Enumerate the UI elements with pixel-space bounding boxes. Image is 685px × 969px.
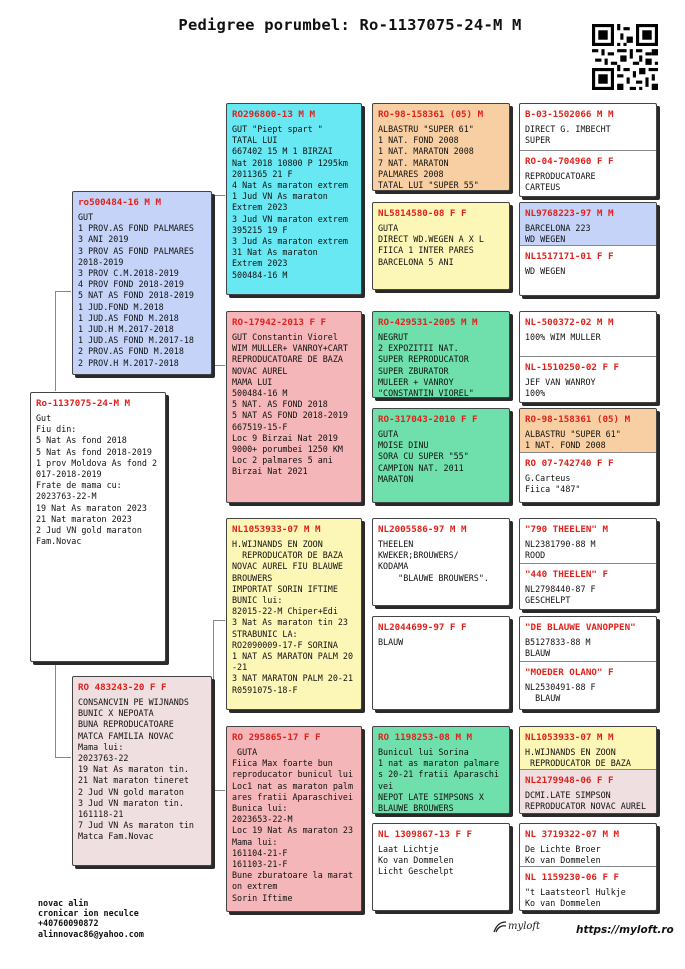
- ggg-ring: NL9768223-97 M M: [525, 208, 614, 219]
- ggg-pair-card: [519, 616, 657, 710]
- ggg-ring: "790 THEELEN" M: [525, 524, 608, 535]
- ggg-text: 100% WIM MULLER: [525, 332, 601, 342]
- ggg-ring: RO 07-742740 F F: [525, 458, 614, 469]
- connector-line: [213, 195, 225, 196]
- dam-ring: RO 483243-20 F F: [78, 682, 167, 693]
- ggg-ring: "DE BLAUWE VANOPPEN": [525, 622, 636, 633]
- ggg-pair-card: [519, 311, 657, 403]
- grandparent-text: GUTA Fiica Max foarte bun reproducator bunicul lui Loc1 nat as maraton palm ares fratii Aparaschivei Bunica lui: 2023653-22-M Loc 19 Nat As maraton 23 Mama lui: 161104-21-F 161103-21-F Bune zburatoare la marat on extrem Sorin Iftime: [232, 747, 354, 903]
- ggg-text: BARCELONA 223 WD WEGEN: [525, 223, 591, 245]
- grandparent-ring: RO-17942-2013 F F: [232, 317, 327, 328]
- owner-subtitle: cronicar ion neculce: [38, 908, 139, 919]
- great-grandparent-text: Laat Lichtje Ko van Dommelen Licht Geschelpt: [378, 844, 454, 877]
- connector-line: [213, 195, 214, 365]
- great-grandparent-ring: NL2044699-97 F F: [378, 622, 467, 633]
- ggg-text: H.WIJNANDS EN ZOON REPRODUCATOR DE BAZA: [525, 747, 631, 769]
- ggg-ring: NL1517171-01 F F: [525, 251, 614, 262]
- great-grandparent-text: Bunicul lui Sorina 1 nat as maraton palmare s 20-21 fratii Aparaschi vei NEPOT LATE SIMPSONS X BLAUWE BROUWERS: [378, 747, 500, 814]
- great-grandparent-ring: NL5814580-08 F F: [378, 208, 467, 219]
- ggg-ring: NL2179948-06 F F: [525, 775, 614, 786]
- connector-line: [213, 620, 225, 621]
- sire-text: GUT 1 PROV.AS FOND PALMARES 3 ANI 2019 3 PROV AS FOND PALMARES 2018-2019 3 PROV C.M.2018-2019 4 PROV FOND 2018-2019 5 NAT AS FOND 2018-2019 1 JUD.FOND M.2018 1 JUD.AS FOND M.2018 1 JUD.H M.2017-2018 1 JUD.AS FOND M.2017-18 2 PROV.AS FOND M.2018 2 PROV.H M.2017-2018: [78, 212, 194, 368]
- ggg-ring: RO-98-158361 (05) M: [525, 414, 631, 425]
- great-grandparent-text: NEGRUT 2 EXPOZITII NAT. SUPER REPRODUCATOR SUPER ZBURATOR MULEER + VANROY "CONSTANTIN VIOREL": [378, 332, 474, 398]
- great-grandparent-card: [372, 518, 510, 606]
- ggg-ring: NL 3719322-07 M M: [525, 829, 620, 840]
- grandparent-card: [226, 726, 362, 912]
- ggg-ring: NL-500372-02 M M: [525, 317, 614, 328]
- grandparent-card: [226, 103, 362, 295]
- grandparent-ring: NL1053933-07 M M: [232, 524, 321, 535]
- ggg-text: DIRECT G. IMBECHT SUPER: [525, 124, 611, 146]
- great-grandparent-ring: RO-317043-2010 F F: [378, 414, 478, 425]
- great-grandparent-ring: RO-429531-2005 M M: [378, 317, 478, 328]
- great-grandparent-card: [372, 202, 510, 290]
- great-grandparent-text: BLAUW: [378, 637, 404, 647]
- ggg-text: De Lichte Broer Ko van Dommelen: [525, 844, 601, 866]
- ggg-ring: NL1053933-07 M M: [525, 732, 614, 743]
- connector-line: [213, 365, 225, 366]
- ggg-pair-card: [519, 408, 657, 503]
- grandparent-card: [226, 311, 362, 503]
- connector-line: [55, 291, 56, 391]
- ggg-ring: "MOEDER OLANO" F: [525, 667, 614, 678]
- grandparent-text: GUT Constantin Viorel WIM MULLER+ VANROY+CART REPRODUCATOARE DE BAZA NOVAC AUREL MAMA LUI 500484-16 M 5 NAT. AS FOND 2018 5 NAT AS FOND 2018-2019 667519-15-F Loc 9 Birzai Nat 2019 9000+ porumbei 1250 KM Loc 2 palmares 5 ani Birzai Nat 2021: [232, 332, 348, 477]
- ggg-text: WD WEGEN: [525, 266, 566, 276]
- great-grandparent-card: [372, 103, 510, 191]
- qr-code-icon: [592, 24, 658, 90]
- subject-ring: Ro-1137075-24-M M: [36, 398, 131, 409]
- myloft-logo-icon: [492, 920, 508, 934]
- great-grandparent-card: [372, 616, 510, 710]
- subject-text: Gut Fiu din: 5 Nat As fond 2018 5 Nat As fond 2018-2019 1 prov Moldova As fond 2 017-2018-2019 Frate de mama cu: 2023763-22-M 19 Nat As maraton 2023 21 Nat maraton 2023 2 Jud VN gold maraton Fam.Novac: [36, 413, 158, 547]
- great-grandparent-text: THEELEN KWEKER;BROUWERS/ KODAMA "BLAUWE BROUWERS".: [378, 539, 489, 583]
- connector-line: [213, 620, 214, 790]
- ggg-pair-card: [519, 518, 657, 610]
- great-grandparent-card: [372, 311, 510, 398]
- great-grandparent-ring: NL2005586-97 M M: [378, 524, 467, 535]
- ggg-ring: B-03-1502066 M M: [525, 109, 614, 120]
- connector-line: [55, 757, 71, 758]
- great-grandparent-card: [372, 823, 510, 911]
- ggg-text: G.Carteus Fiica "487": [525, 473, 581, 495]
- brand-name: myloft: [508, 921, 541, 932]
- page-title: Pedigree porumbel: Ro-1137075-24-M M: [178, 16, 522, 34]
- great-grandparent-card: [372, 726, 510, 814]
- connector-line: [55, 662, 56, 757]
- ggg-text: JEF VAN WANROY 100%: [525, 377, 596, 399]
- great-grandparent-text: ALBASTRU "SUPER 61" 1 NAT. FOND 2008 1 NAT. MARATON 2008 7 NAT. MARATON PALMARES 2008 TATAL LUI "SUPER 55": [378, 124, 479, 191]
- ggg-text: "t Laatsteorl Hulkje Ko van Dommelen: [525, 887, 626, 909]
- great-grandparent-ring: RO-98-158361 (05) M: [378, 109, 484, 120]
- great-grandparent-ring: RO 1198253-08 M M: [378, 732, 473, 743]
- ggg-text: B5127833-88 M BLAUW: [525, 637, 591, 659]
- ggg-pair-card: [519, 823, 657, 911]
- ggg-ring: NL 1159230-06 F F: [525, 872, 620, 883]
- ggg-text: ALBASTRU "SUPER 61" 1 NAT. FOND 2008: [525, 429, 621, 451]
- great-grandparent-ring: NL 1309867-13 F F: [378, 829, 473, 840]
- grandparent-text: H.WIJNANDS EN ZOON REPRODUCATOR DE BAZA NOVAC AUREL FIU BLAUWE BROUWERS IMPORTAT SORIN IFTIME BUNIC lui: 82015-22-M Chiper+Edi 3 Nat As maraton tin 23 STRABUNIC LA: RO2090009-17-F SORINA 1 NAT AS MARATON PALM 20 -21 3 NAT MARATON PALM 20-21 R0591075-18-F: [232, 539, 354, 695]
- owner-phone: +40760090872: [38, 918, 99, 929]
- ggg-text: DCMI.LATE SIMPSON REPRODUCATOR NOVAC AUREL: [525, 790, 647, 812]
- great-grandparent-card: [372, 408, 510, 503]
- great-grandparent-text: GUTA DIRECT WD.WEGEN A X L FIICA 1 INTER PARES BARCELONA 5 ANI: [378, 223, 484, 267]
- sire-card: [72, 191, 212, 375]
- grandparent-card: [226, 518, 362, 710]
- owner-contact: [38, 898, 144, 939]
- owner-email[interactable]: alinnovac86@yahoo.com: [38, 928, 144, 939]
- dam-card: [72, 676, 212, 866]
- grandparent-ring: RO296800-13 M M: [232, 109, 315, 120]
- ggg-ring: RO-04-704960 F F: [525, 156, 614, 167]
- ggg-pair-card: [519, 202, 657, 296]
- dam-text: CONSANCVIN PE WIJNANDS BUNIC X NEPOATA BUNA REPRODUCATOARE MATCA FAMILIA NOVAC Mama lui: 2023763-22 19 Nat As maraton tin. 21 Nat maraton tineret 2 Jud VN gold maraton 3 Jud VN maraton tin. 161118-21 7 Jud VN As maraton tin Matca Fam.Novac: [78, 697, 194, 842]
- connector-line: [213, 790, 225, 791]
- ggg-pair-card: [519, 726, 657, 814]
- ggg-pair-card: [519, 103, 657, 197]
- ggg-text: NL2798440-87 F GESCHELPT: [525, 584, 596, 606]
- ggg-ring: NL-1510250-02 F F: [525, 362, 620, 373]
- website-link[interactable]: https://myloft.ro: [576, 924, 674, 936]
- subject-card: [30, 392, 166, 662]
- owner-name: novac alin: [38, 898, 89, 908]
- ggg-text: NL2381790-88 M ROOD: [525, 539, 596, 561]
- great-grandparent-text: GUTA MOISE DINU SORA CU SUPER "55" CAMPION NAT. 2011 MARATON: [378, 429, 469, 484]
- ggg-ring: "440 THEELEN" F: [525, 569, 608, 580]
- ggg-text: NL2530491-88 F BLAUW: [525, 682, 596, 704]
- sire-ring: ro500484-16 M M: [78, 197, 161, 208]
- grandparent-text: GUT "Piept spart " TATAL LUI 667402 15 M 1 BIRZAI Nat 2018 10800 P 1295km 2011365 21 F 4 Nat As maraton extrem 1 Jud VN As maraton Extrem 2023 3 Jud VN maraton extrem 395215 19 F 3 Jud As maraton extrem 31 Nat As maraton Extrem 2023 500484-16 M: [232, 124, 348, 280]
- grandparent-ring: RO 295865-17 F F: [232, 732, 321, 743]
- ggg-text: REPRODUCATOARE CARTEUS: [525, 171, 596, 193]
- connector-line: [55, 291, 71, 292]
